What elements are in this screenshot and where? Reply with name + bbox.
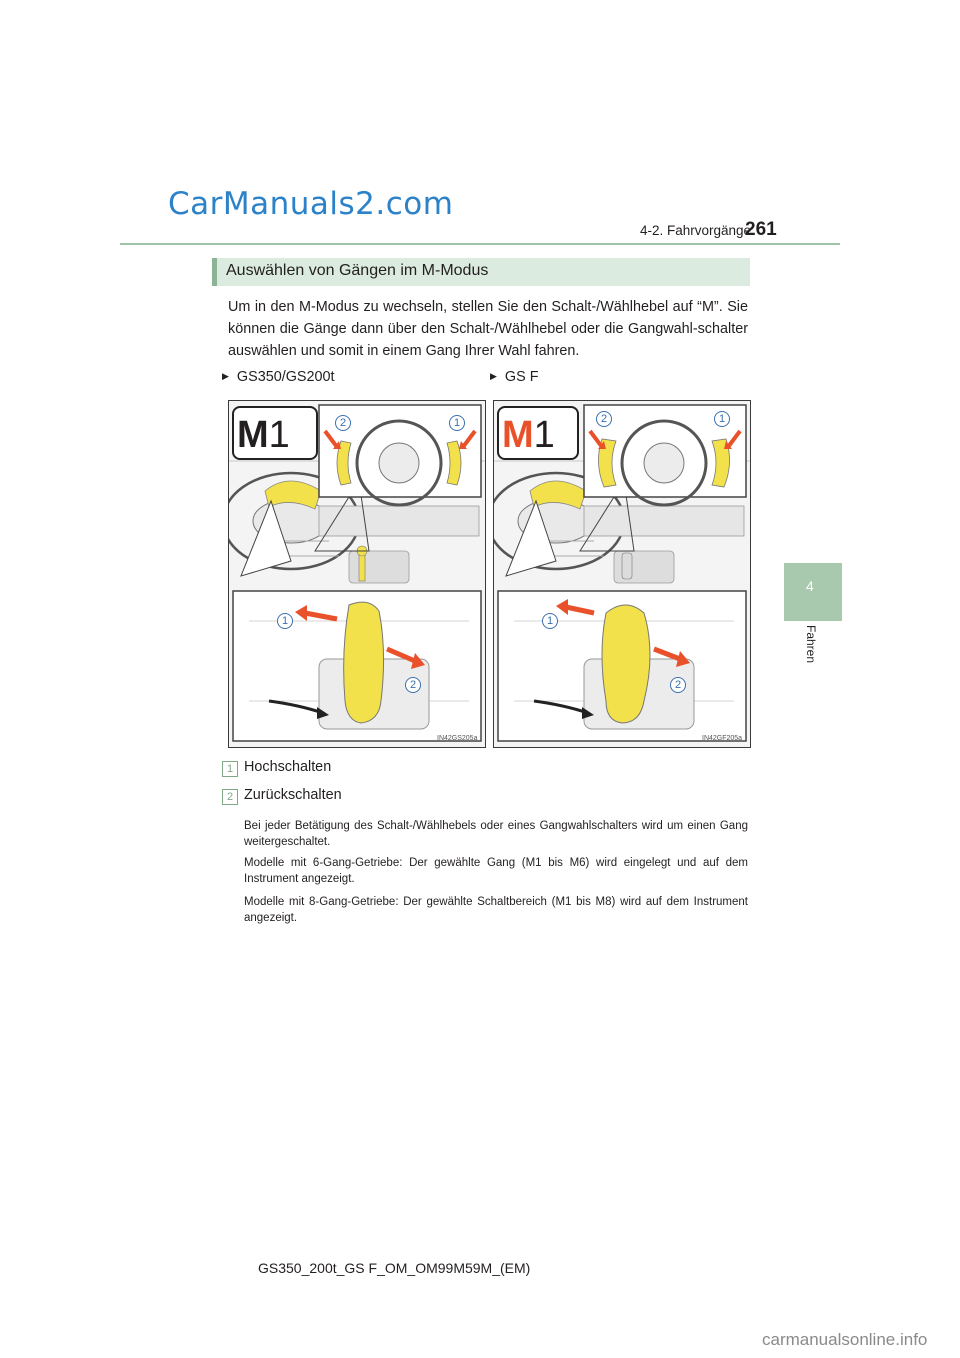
page-number: 261 [745,219,777,240]
legend-upshift: Hochschalten [244,759,332,775]
note-paragraph: Modelle mit 6-Gang-Getriebe: Der gewählte Gang (M1 bis M6) wird eingelegt und auf dem Instrument angezeigt. [244,857,748,885]
variant-label-gs350 [222,369,335,385]
callout-paddle-1: 1 [449,415,465,431]
watermark-footer: carmanualsonline.info [762,1330,928,1349]
legend-downshift: Zurückschalten [244,787,342,803]
callout-paddle-2: 2 [335,415,351,431]
variant-text: GS F [504,369,539,385]
intro-paragraph: Um in den M-Modus zu wechseln, stellen Sie den Schalt-/Wählhebel auf “M”. Sie können die Gänge dann über den Schalt-/Wählhebel oder die Gangwahl-schalter auswählen und somit in einem Gang Ihrer Wahl fahren. [228,299,748,359]
gear-digit: 1 [533,414,555,456]
legend-badge-2: 2 [222,789,238,805]
callout-paddle-1: 1 [714,411,730,427]
watermark-logo: CarManuals2.com [168,186,454,222]
gear-digit: 1 [268,414,290,456]
footer-manual-code: GS350_200t_GS F_OM_OM99M59M_(EM) [258,1260,531,1276]
gear-display-m1-gsf [502,415,555,455]
callout-shift-2: 2 [670,677,686,693]
variant-label-gsf [490,369,539,385]
illustration-gs350 [228,400,486,748]
image-code: IN42GS205a [437,735,478,742]
variant-text: GS350/GS200t [236,369,335,385]
gear-letter: M [502,414,534,456]
callout-paddle-2: 2 [596,411,612,427]
section-title-accent [212,258,217,286]
chapter-tab-label-wrap [786,625,840,675]
illustration-gsf [493,400,751,748]
gear-display-m1 [237,415,290,455]
section-title: Auswählen von Gängen im M-Modus [226,262,489,279]
gear-letter: M [237,414,269,456]
chapter-tab-label: Fahren [804,625,818,664]
note-paragraph: Modelle mit 8-Gang-Getriebe: Der gewählte Schaltbereich (M1 bis M8) wird auf dem Instrument angezeigt. [244,896,748,924]
section-label: 4-2. Fahrvorgänge [640,223,752,238]
legend-badge-1: 1 [222,761,238,777]
image-code: IN42GF205a [702,735,743,742]
chapter-tab-number: 4 [806,578,814,594]
callout-shift-1: 1 [542,613,558,629]
header-rule [120,243,840,245]
triangle-marker-icon: ▶ [222,371,229,381]
note-paragraph: Bei jeder Betätigung des Schalt-/Wählhebels oder eines Gangwahlschalters wird um einen Gang weitergeschaltet. [244,820,748,848]
callout-shift-2: 2 [405,677,421,693]
callout-shift-1: 1 [277,613,293,629]
triangle-marker-icon: ▶ [490,371,497,381]
